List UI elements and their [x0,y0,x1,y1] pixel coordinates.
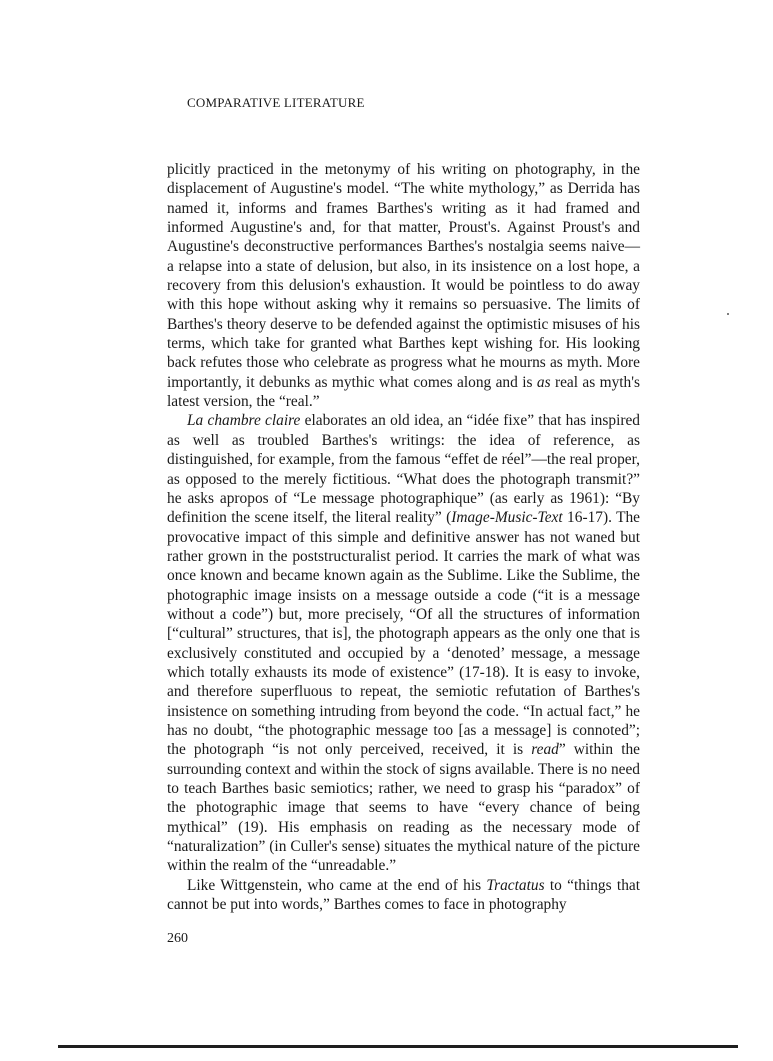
page-number: 260 [167,931,188,946]
paragraph-2-text-b: 16-17). The provocative impact of this simple and definitive answer has not waned but rather grown in the poststructuralist period. It carries the mark of what was once known and became known again as the Sublime. Like the Sublime, the photographic image insists on a message outside a code (“it is a message without a code”) but, more precisely, “Of all the structures of information [“cultural” structures, that is], the photograph appears as the only one that is exclusively constituted and occupied by a ‘denoted’ message, a message which totally exhausts its mode of existence” (17-18). It is easy to invoke, and therefore superfluous to repeat, the semiotic refutation of Barthes's insistence on something intruding from beyond the code. “In actual fact,” he has no doubt, “the photographic message too [as a message] is connoted”; the photograph “is not only perceived, received, it is [167,509,640,759]
paragraph-2-text-a: elaborates an old idea, an “idée fixe” that has inspired as well as troubled Barthes's writings: the idea of reference, as distinguished, for example, from the famous “effet de réel”—the real proper, as opposed to the merely fictitious. “What does the photograph transmit?” he asks apropos of “Le message photographique” (as early as 1961): “By definition the scene itself, the literal reality” ( [167,412,640,527]
paragraph-1 [167,160,640,411]
paragraph-3-text-a: Like Wittgenstein, who came at the end of his [187,876,487,894]
running-head: COMPARATIVE LITERATURE [187,95,365,110]
book-title-image-music-text: Image-Music-Text [451,509,563,527]
book-title-tractatus: Tractatus [486,876,545,894]
paragraph-2 [167,411,640,875]
paragraph-1-end: real as myth's latest version, the “real.” [167,373,641,411]
paragraph-1-emphasis: as [536,373,551,391]
paragraph-3-text-b: to “things that cannot be put into words,” Barthes comes to face in photography [167,876,640,914]
book-title-la-chambre-claire: La chambre claire [187,412,301,430]
paragraph-2-text-c: ” within the surrounding context and within the stock of signs available. There is no need to teach Barthes basic semiotics; rather, we need to grasp his “paradox” of the photographic image that seems to have “every chance of being mythical” (19). His emphasis on reading as the necessary mode of “naturalization” (in Culler's sense) situates the mythical nature of the picture within the realm of the “unreadable.” [167,741,640,875]
body-text [167,160,640,914]
paragraph-2-emphasis-read: read [531,741,559,759]
paragraph-1-text: plicitly practiced in the metonymy of his writing on photography, in the displacement of Augustine's model. “The white mythology,” as Derrida has named it, informs and frames Barthes's writing as it had framed and informed Augustine's and, for that matter, Proust's. Against Proust's and Augustine's deconstructive performances Barthes's nostalgia seems naive—a relapse into a state of delusion, but also, in its insistence on a lost hope, a recovery from this delusion's exhaustion. It would be pointless to do away with this hope without asking why it remains so persuasive. The limits of Barthes's theory deserve to be defended against the optimistic misuses of his terms, which take for granted what Barthes kept wishing for. His looking back refutes those who celebrate as progress what he mourns as myth. More importantly, it debunks as mythic what comes along and is [167,161,640,391]
scan-speck [727,313,729,315]
bottom-rule [58,1045,738,1048]
paragraph-3 [167,876,640,915]
